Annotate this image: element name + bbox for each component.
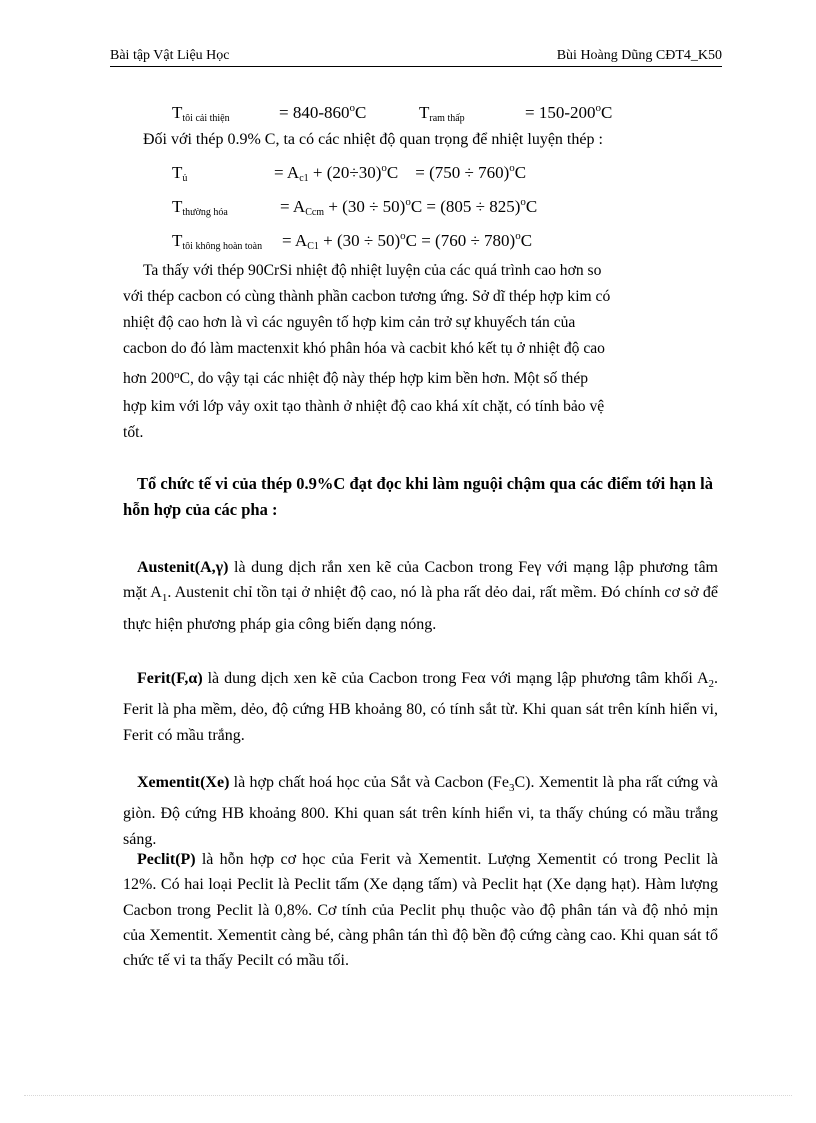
formula-label-ram-thap: Tram thấp: [419, 103, 465, 124]
formula-label-u: Tủ: [172, 163, 188, 184]
header-course-title: Bài tập Vật Liệu Học: [110, 48, 230, 63]
formula-value-toi-khong-hoan-toan: = $AC1 + (30 \div 50)^oC = (760 \div 780)^oC$: [282, 230, 533, 252]
page-bottom-rule: [24, 1095, 792, 1096]
paragraph1-line4: cacbon do đó làm mactenxit khó phân hóa và cacbit khó kết tụ ở nhiệt độ cao: [123, 340, 605, 357]
peclit-paragraph: Peclit(P) là hỗn hợp cơ học của Ferit và Xementit. Lượng Xementit có trong Peclit là 12%. Có hai loại Peclit là Peclit tấm (Xe dạng tấm) và Peclit hạt (Xe dạng hạt). Hàm lượng Cacbon trong Peclit là 0,8%. Cơ tính của Peclit phụ thuộc vào độ phân tán và độ nhỏ mịn của Xementit. Xementit càng bé, càng phân tán thì độ bền độ cứng càng cao. Khi quan sát tổ chức tế vi ta thấy Pecilt có mầu tối.: [123, 851, 718, 970]
formula-label-toi-khong-hoan-toan: Ttôi không hoàn toàn: [172, 231, 263, 252]
paragraph1-line5: hơn 200$^o$C, do vậy tại các nhiệt độ này thép hợp kim bền hơn. Một số thép: [123, 369, 589, 387]
formula-value-u: = $Ac1 + (20\div 30)^oC$ = $(750 \div 760)^oC$: [274, 162, 527, 184]
ferit-paragraph: Ferit(F,α) là dung dịch xen kẽ của Cacbon trong Feα với mạng lập phương tâm khối $A_2$. Ferit là pha mềm, dẻo, độ cứng HB khoảng 80, có tính sắt từ. Khi quan sát trên kính hiển vi, Ferit có mầu trắng.: [123, 670, 718, 744]
formula-label-toi-cai-thien: Ttôi cải thiện: [172, 103, 230, 124]
formula-value-ram-thap: = $150-200^oC$: [525, 102, 613, 122]
paragraph1-line2: với thép cacbon có cùng thành phần cacbon tương ứng. Sở dĩ thép hợp kim có: [123, 288, 611, 305]
xementit-paragraph: Xementit(Xe) là hợp chất hoá học của Sắt và Cacbon $(Fe_3C)$. Xementit là pha rất cứng và giòn. Độ cứng HB khoảng 800. Khi quan sát trên kính hiển vi, ta thấy chúng có mầu trắng sáng.: [123, 774, 719, 848]
section-heading: Tổ chức tế vi của thép 0.9%C đạt đọc khi làm nguội chậm qua các điểm tới hạn là hỗn hợp của các pha :: [123, 474, 713, 519]
paragraph1-line1: Ta thấy với thép 90CrSi nhiệt độ nhiệt luyện của các quá trình cao hơn so: [143, 262, 602, 279]
paragraph1-line6: hợp kim với lớp vảy oxit tạo thành ở nhiệt độ cao khá xít chặt, có tính bảo vệ: [123, 398, 605, 415]
ferit-title: Ferit(F,α): [137, 670, 203, 687]
paragraph1-line7: tốt.: [123, 424, 144, 441]
formula-value-thuong-hoa: = ACcm + $(30 \div 50)^oC = (805 \div 825)^oC$: [280, 196, 538, 218]
page-header: [110, 48, 722, 67]
formula-intro: Đối với thép 0.9% C, ta có các nhiệt độ quan trọng để nhiệt luyện thép :: [143, 131, 603, 148]
peclit-title: Peclit(P): [137, 851, 196, 868]
austenit-title: Austenit(A,γ): [137, 559, 229, 576]
austenit-paragraph: Austenit(A,γ) là dung dịch rắn xen kẽ của Cacbon trong Feγ với mạng lập phương tâm mặt $A_1$. Austenit chỉ tồn tại ở nhiệt độ cao, nó là pha rất dẻo dai, rất mềm. Đó chính cơ sở để thực hiện phương pháp gia công biến dạng nóng.: [123, 559, 719, 633]
formula-value-toi-cai-thien: = $840-860^oC$: [279, 102, 367, 122]
formula-label-thuong-hoa: Tthường hóa: [172, 197, 228, 218]
paragraph1-line3: nhiệt độ cao hơn là vì các nguyên tố hợp kim cản trở sự khuyếch tán của: [123, 314, 576, 331]
header-author: Bùi Hoàng Dũng CĐT4_K50: [556, 48, 722, 63]
xementit-title: Xementit(Xe): [137, 774, 230, 791]
